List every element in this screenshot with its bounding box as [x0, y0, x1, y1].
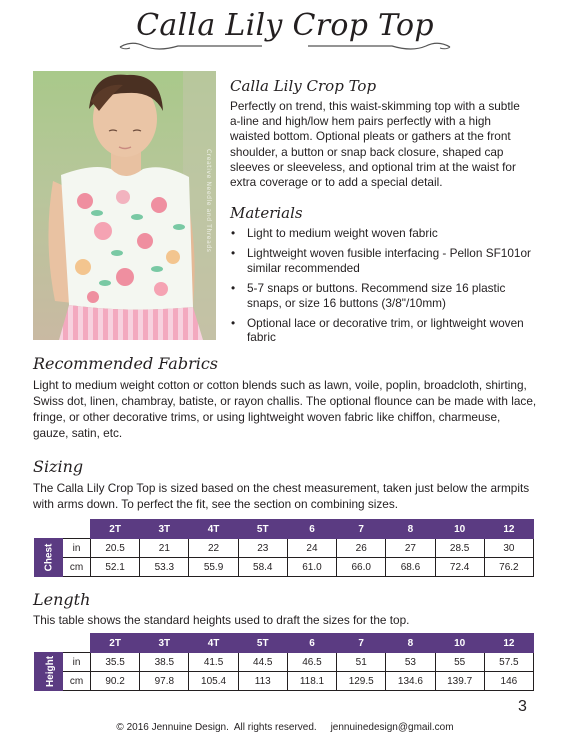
child-wearing-top-photo [33, 71, 216, 340]
table-cell: 66.0 [337, 558, 386, 577]
table-cell: 118.1 [287, 672, 336, 691]
product-photo [33, 71, 216, 340]
page-number: 3 [518, 698, 527, 715]
table-corner [63, 634, 91, 653]
intro-description: Perfectly on trend, this waist-skimming top with a subtle a-line and high/low hem pairs perfectly with a high waisted bottom. Optional pleats or gathers at the front shoulder, a button or snap back closure, shaped cap sleeves or sleeveless, and optional trim at the waist for extra coverage or to add a special detail. [230, 99, 520, 190]
fabrics-description: Light to medium weight cotton or cotton blends such as lawn, voile, poplin, broadcloth, shirting, Swiss dot, linen, chambray, batiste, or rayon challis. The optional flounce can be made with lace, fringe, or other decorative trims, or using lightweight woven fabric like chiffon, charmeuse, gauze, satin, etc. [33, 378, 537, 440]
table-cell: 44.5 [238, 653, 287, 672]
table-cell: 53.3 [140, 558, 189, 577]
table-cell: 22 [189, 539, 238, 558]
size-header: 4T [189, 634, 238, 653]
table-cell: 61.0 [287, 558, 336, 577]
title-swash-divider [118, 38, 452, 52]
table-header-row [35, 520, 534, 539]
table-cell: 38.5 [140, 653, 189, 672]
table-cell: 134.6 [386, 672, 435, 691]
group-label-text: Height [45, 655, 57, 688]
table-cell: 21 [140, 539, 189, 558]
size-header: 7 [337, 634, 386, 653]
table-row [35, 558, 534, 577]
size-header: 2T [91, 520, 140, 539]
height-size-table [34, 633, 534, 691]
table-cell: 129.5 [337, 672, 386, 691]
intro-heading: Calla Lily Crop Top [230, 77, 377, 95]
materials-item: • 5-7 snaps or buttons. Recommend size 16 plastic snaps, or size 16 buttons (3/8"/10mm) [230, 281, 536, 310]
sizing-description: The Calla Lily Crop Top is sized based on the chest measurement, taken just below the armpits with arms down. To perfect the fit, see the section on combining sizes. [33, 481, 530, 511]
table-cell: 53 [386, 653, 435, 672]
table-cell: 24 [287, 539, 336, 558]
materials-item: • Optional lace or decorative trim, or lightweight woven fabric [230, 316, 536, 345]
unit-label: cm [63, 558, 91, 577]
group-label-text: Chest [43, 543, 55, 572]
table-row [35, 653, 534, 672]
materials-list [230, 226, 536, 351]
table-cell: 90.2 [91, 672, 140, 691]
size-header: 12 [484, 520, 533, 539]
table-cell: 41.5 [189, 653, 238, 672]
size-header: 7 [337, 520, 386, 539]
chest-size-table [34, 519, 534, 577]
materials-heading: Materials [230, 204, 303, 222]
table-cell: 146 [484, 672, 533, 691]
size-header: 6 [287, 520, 336, 539]
materials-item: • Light to medium weight woven fabric [230, 226, 536, 240]
table-cell: 26 [337, 539, 386, 558]
size-header: 10 [435, 634, 484, 653]
materials-item: • Lightweight woven fusible interfacing - Pellon SF101or similar recommended [230, 246, 536, 275]
table-cell: 46.5 [287, 653, 336, 672]
table-cell: 76.2 [484, 558, 533, 577]
photo-watermark: Creative Needle and Threads [205, 149, 212, 253]
length-heading: Length [33, 590, 91, 609]
row-group-label [35, 653, 63, 691]
row-group-label [35, 539, 63, 577]
size-header: 8 [386, 520, 435, 539]
table-cell: 58.4 [238, 558, 287, 577]
sizing-heading: Sizing [33, 457, 84, 476]
table-corner [63, 520, 91, 539]
size-header: 12 [484, 634, 533, 653]
table-cell: 72.4 [435, 558, 484, 577]
fabrics-heading: Recommended Fabrics [33, 354, 218, 373]
size-header: 6 [287, 634, 336, 653]
size-header: 5T [238, 634, 287, 653]
table-cell: 27 [386, 539, 435, 558]
table-cell: 51 [337, 653, 386, 672]
table-cell: 57.5 [484, 653, 533, 672]
size-header: 8 [386, 634, 435, 653]
page-title: Calla Lily Crop Top [136, 8, 434, 43]
length-description: This table shows the standard heights used to draft the sizes for the top. [33, 613, 410, 627]
table-cell: 23 [238, 539, 287, 558]
table-cell: 30 [484, 539, 533, 558]
size-header: 5T [238, 520, 287, 539]
unit-label: in [63, 539, 91, 558]
table-cell: 28.5 [435, 539, 484, 558]
size-header: 10 [435, 520, 484, 539]
table-row [35, 539, 534, 558]
table-header-row [35, 634, 534, 653]
table-corner [35, 520, 63, 539]
table-cell: 97.8 [140, 672, 189, 691]
table-cell: 139.7 [435, 672, 484, 691]
size-header: 3T [140, 634, 189, 653]
unit-label: cm [63, 672, 91, 691]
size-header: 3T [140, 520, 189, 539]
table-cell: 68.6 [386, 558, 435, 577]
footer-copyright: © 2016 Jennuine Design. All rights reserved. jennuinedesign@gmail.com [116, 722, 454, 733]
table-cell: 55.9 [189, 558, 238, 577]
table-row [35, 672, 534, 691]
table-cell: 52.1 [91, 558, 140, 577]
unit-label: in [63, 653, 91, 672]
size-header: 4T [189, 520, 238, 539]
table-corner [35, 634, 63, 653]
table-cell: 20.5 [91, 539, 140, 558]
table-cell: 113 [238, 672, 287, 691]
size-header: 2T [91, 634, 140, 653]
table-cell: 105.4 [189, 672, 238, 691]
table-cell: 55 [435, 653, 484, 672]
table-cell: 35.5 [91, 653, 140, 672]
